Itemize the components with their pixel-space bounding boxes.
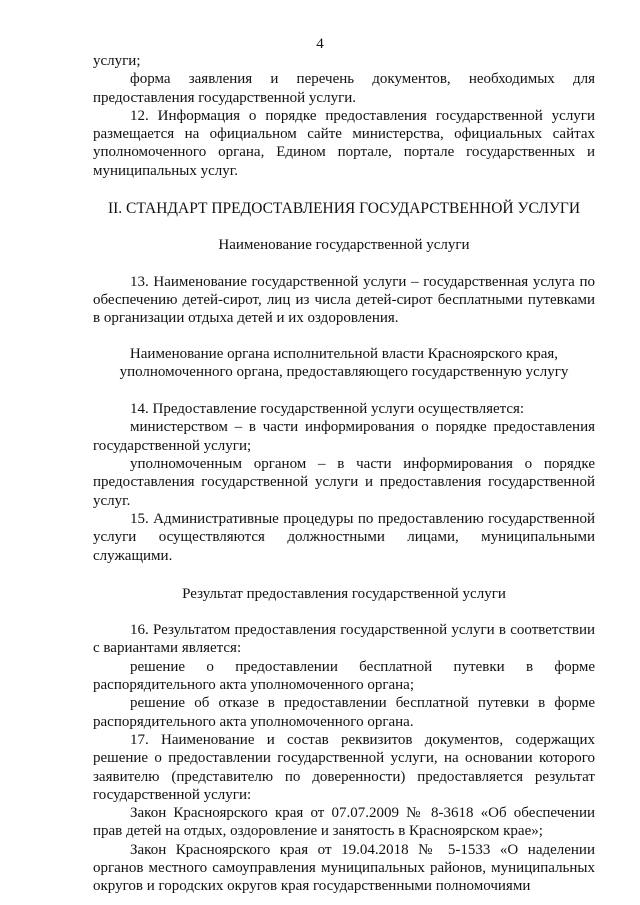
subheading-service-name: Наименование государственной услуги <box>218 237 470 254</box>
paragraph-16-grant: решение о предоставлении бесплатной путевки в форме распорядительного акта уполномоченного органа; <box>93 658 595 694</box>
paragraph-17: 17. Наименование и состав реквизитов документов, содержащих решение о предоставлении государственной услуги, на основании которого заявителю (представителю по доверенности) предоставляется результат государственной услуги: <box>93 731 595 803</box>
paragraph-14-ministry: министерством – в части информирования о порядке предоставления государственной услуги; <box>93 419 595 454</box>
chapter-title: II. СТАНДАРТ ПРЕДОСТАВЛЕНИЯ ГОСУДАРСТВЕННОЙ УСЛУГИ <box>107 200 581 218</box>
subheading-organ-line2: уполномоченного органа, предоставляющего государственную услугу <box>119 363 569 380</box>
paragraph-13: 13. Наименование государственной услуги – государственная услуга по обеспечению детей-сирот, лиц из числа детей-сирот бесплатными путевками в организации отдыха детей и их оздоровления. <box>93 273 595 327</box>
paragraph-16: 16. Результатом предоставления государственной услуги в соответствии с вариантами является: <box>93 622 595 657</box>
paragraph-17-law-2018: Закон Красноярского края от 19.04.2018 № 5-1533 «О наделении органов местного самоуправления муниципальных районов, муниципальных округов и городских округов края государственными полномочиями <box>93 841 595 895</box>
document-body <box>93 52 595 896</box>
continued-line: услуги; <box>93 53 141 69</box>
paragraph-form: форма заявления и перечень документов, необходимых для предоставления государственной услуги. <box>93 71 595 106</box>
subheading-organ-line1: Наименование органа исполнительной власти Красноярского края, <box>129 345 559 362</box>
paragraph-15: 15. Административные процедуры по предоставлению государственной услуги осуществляются должностными лицами, муниципальными служащими. <box>93 510 595 564</box>
paragraph-14-organ: уполномоченным органом – в части информирования о порядке предоставления государственной услуги и предоставления государственной услуг. <box>93 456 595 509</box>
paragraph-14: 14. Предоставление государственной услуги осуществляется: <box>130 401 525 418</box>
paragraph-12: 12. Информация о порядке предоставления государственной услуги размещается на официальном сайте министерства, официальных сайтах уполномоченного органа, Едином портале, портале государственных и муниципальных услуг. <box>93 107 595 179</box>
page-number: 4 <box>316 36 324 52</box>
paragraph-16-refusal: решение об отказе в предоставлении бесплатной путевки в форме распорядительного акта уполномоченного органа. <box>93 695 595 730</box>
paragraph-17-law-2009: Закон Красноярского края от 07.07.2009 № 8-3618 «Об обеспечении прав детей на отдых, оздоровление и занятость в Красноярском крае»; <box>93 805 595 840</box>
subheading-result: Результат предоставления государственной услуги <box>182 585 506 602</box>
